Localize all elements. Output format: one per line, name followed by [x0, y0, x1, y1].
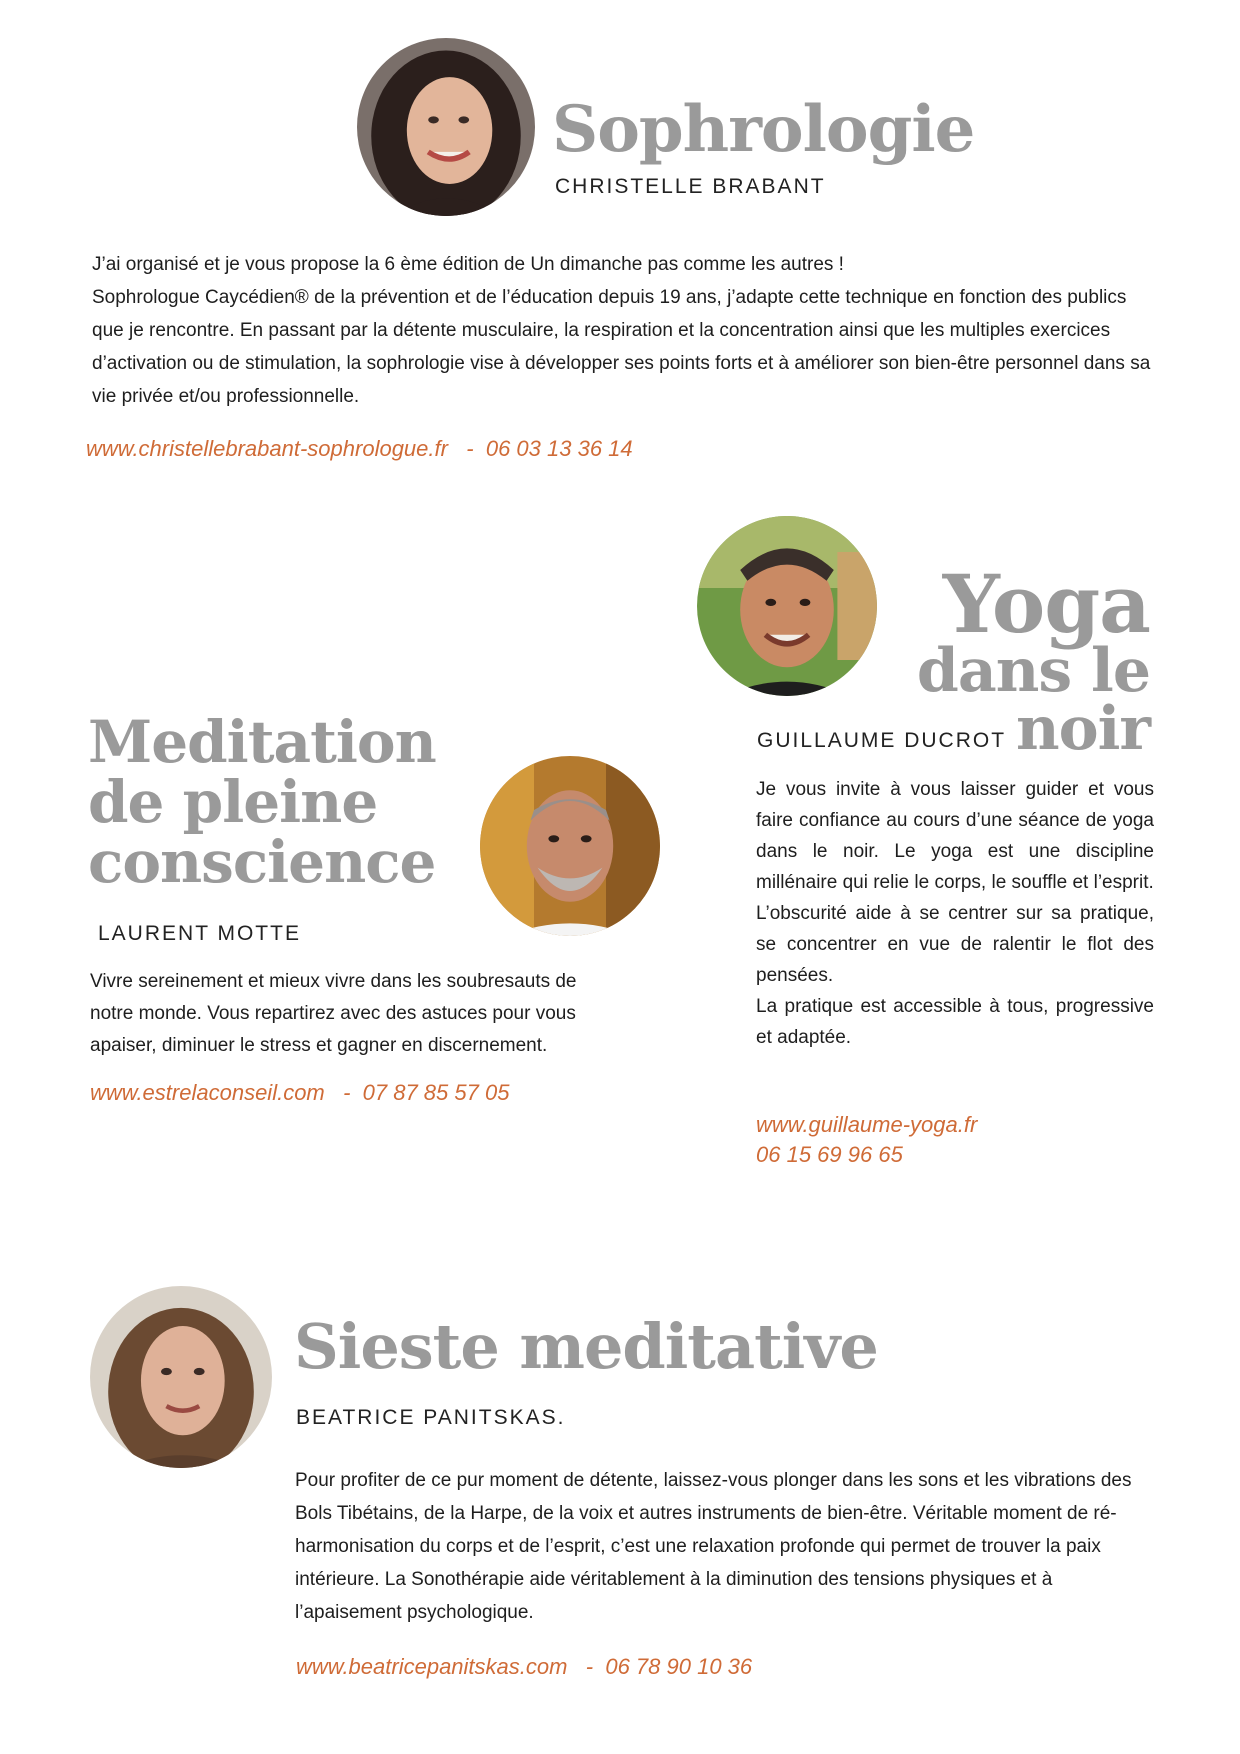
portrait-laurent-motte: [480, 756, 660, 936]
paragraph-yoga-2: L’obscurité aide à se centrer sur sa pratique, se concentrer en vue de ralentir le flot des pensées.: [756, 903, 1154, 986]
paragraph-main: Sophrologue Caycédien® de la prévention et de l’éducation depuis 19 ans, j’adapte cette technique en fonction des publics que je rencontre. En passant par la détente musculaire, la respiration et la concentration ainsi que les multiples exercices d’activation ou de stimulation, la sophrologie vise à développer ses points forts et à améliorer son bien-être personnel dans sa vie privée et/ou professionnelle.: [92, 287, 1151, 407]
title-sieste: Sieste meditative: [294, 1310, 878, 1383]
portrait-image: [480, 756, 660, 936]
title-sophrologie: Sophrologie: [552, 92, 975, 167]
name-beatrice-panitskas: BEATRICE PANITSKAS.: [296, 1406, 566, 1429]
title-yoga-line-1: Yoga: [942, 557, 1150, 651]
portrait-image: [357, 38, 535, 216]
portrait-guillaume-ducrot: [697, 516, 877, 696]
title-meditation-line-1: Meditation: [88, 708, 436, 776]
name-christelle-brabant: CHRISTELLE BRABANT: [555, 175, 826, 198]
phone-yoga: 06 15 69 96 65: [756, 1142, 903, 1167]
description-meditation: Vivre sereinement et mieux vivre dans les soubresauts de notre monde. Vous repartirez avec des astuces pour vous apaiser, diminuer le stress et gagner en discernement.: [90, 971, 577, 1056]
paragraph-intro: J’ai organisé et je vous propose la 6 ème édition de Un dimanche pas comme les autres !: [92, 254, 844, 275]
title-yoga-line-2: dans le: [916, 636, 1150, 706]
name-laurent-motte: LAURENT MOTTE: [98, 922, 301, 945]
portrait-christelle-brabant: [357, 38, 535, 216]
description-yoga: [756, 774, 1154, 1053]
paragraph-yoga-3: La pratique est accessible à tous, progressive et adaptée.: [756, 996, 1154, 1048]
title-meditation-line-2: de pleine: [88, 768, 378, 836]
contact-meditation[interactable]: www.estrelaconseil.com - 07 87 85 57 05: [90, 1080, 510, 1105]
website-yoga[interactable]: www.guillaume-yoga.fr: [756, 1112, 978, 1137]
description-sieste: Pour profiter de ce pur moment de détente, laissez-vous plonger dans les sons et les vibrations des Bols Tibétains, de la Harpe, de la voix et autres instruments de bien-être. Véritable moment de ré-harmonisation du corps et de l’esprit, c’est une relaxation profonde qui permet de trouver la paix intérieure. La Sonothérapie aide véritablement à la diminution des tensions physiques et à l’apaisement psychologique.: [295, 1470, 1132, 1623]
name-guillaume-ducrot: GUILLAUME DUCROT: [757, 729, 1007, 752]
contact-sieste[interactable]: www.beatricepanitskas.com - 06 78 90 10 36: [296, 1654, 753, 1679]
title-meditation: [88, 708, 436, 896]
portrait-image: [697, 516, 877, 696]
portrait-image: [90, 1286, 272, 1468]
title-meditation-line-3: conscience: [88, 828, 436, 896]
contact-sophrologie[interactable]: www.christellebrabant-sophrologue.fr - 06 03 13 36 14: [86, 436, 633, 461]
description-sophrologie: [92, 248, 1152, 413]
title-yoga-line-3: noir: [1015, 694, 1150, 764]
paragraph-yoga-1: Je vous invite à vous laisser guider et vous faire confiance au cours d’une séance de yoga dans le noir. Le yoga est une discipline millénaire qui relie le corps, le souffle et l’esprit.: [756, 779, 1154, 893]
portrait-beatrice-panitskas: [90, 1286, 272, 1468]
